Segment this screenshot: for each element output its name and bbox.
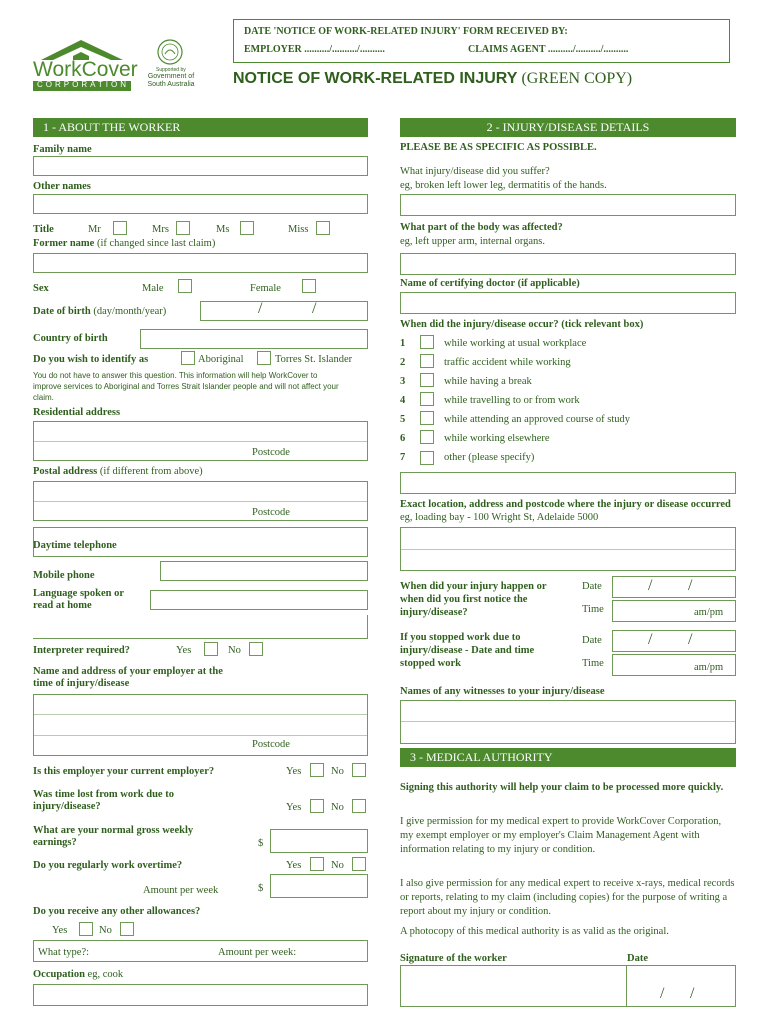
- interpreter-no-label: No: [228, 645, 241, 656]
- stopped-time-label: Time: [582, 658, 604, 669]
- sex-female-label: Female: [250, 283, 281, 294]
- happen-date-input[interactable]: [612, 576, 736, 598]
- section1-header: [33, 118, 368, 137]
- dialect-input[interactable]: [33, 615, 368, 639]
- mobile-label: Mobile phone: [33, 570, 95, 581]
- amount-week-label: Amount per week: [143, 885, 219, 896]
- option-7-checkbox[interactable]: [420, 451, 434, 465]
- overtime-no-checkbox[interactable]: [352, 857, 366, 871]
- residential-divider: [34, 441, 367, 442]
- title-mrs-label: Mrs: [152, 224, 169, 235]
- interpreter-label: Interpreter required?: [33, 645, 130, 656]
- interpreter-yes-checkbox[interactable]: [204, 642, 218, 656]
- current-employer-yes-label: Yes: [286, 766, 302, 777]
- postal-divider: [34, 501, 367, 502]
- logo-corp: CORPORATION: [37, 80, 129, 89]
- option-6-label: while working elsewhere: [444, 433, 550, 444]
- interpreter-yes-label: Yes: [176, 645, 192, 656]
- body-part-input[interactable]: [400, 253, 736, 275]
- title-mrs-checkbox[interactable]: [176, 221, 190, 235]
- government-crest: [138, 38, 204, 90]
- when-happen-label: When did your injury happen or when did you first notice the injury/disease?: [400, 581, 547, 618]
- postal-text: Postal address: [33, 466, 98, 477]
- signature-date-input[interactable]: [626, 965, 736, 1007]
- dob-note: (day/month/year): [93, 306, 167, 317]
- title-main: NOTICE OF WORK-RELATED INJURY: [233, 70, 518, 87]
- workcover-logo: [33, 38, 138, 90]
- option-2-number: 2: [400, 357, 406, 368]
- aboriginal-label: Aboriginal: [198, 354, 244, 365]
- option-5-label: while attending an approved course of study: [444, 414, 631, 425]
- title-ms-checkbox[interactable]: [240, 221, 254, 235]
- former-name-note: (if changed since last claim): [96, 238, 216, 249]
- section2-title: 2 - INJURY/DISEASE DETAILS: [486, 120, 650, 134]
- signature-date-label: Date: [627, 953, 648, 964]
- language-label: Language spoken or read at home: [33, 588, 124, 611]
- option-5-number: 5: [400, 414, 406, 425]
- what-injury-eg: eg, broken left lower leg, dermatitis of the hands.: [400, 180, 607, 191]
- dob-text: Date of birth: [33, 306, 91, 317]
- occupation-text: Occupation: [33, 969, 85, 980]
- body-part-eg: eg, left upper arm, internal organs.: [400, 236, 546, 247]
- section3-header: [400, 748, 736, 767]
- torres-label: Torres St. Islander: [275, 354, 353, 365]
- torres-checkbox[interactable]: [257, 351, 271, 365]
- employer-postcode: Postcode: [252, 739, 290, 750]
- employer-addr-label: Name and address of your employer at the time of injury/disease: [33, 666, 223, 689]
- happen-ampm: am/pm: [694, 607, 724, 618]
- allowances-no-checkbox[interactable]: [120, 922, 134, 936]
- dob-slash-2: /: [312, 300, 317, 317]
- happen-time-label: Time: [582, 604, 604, 615]
- location-divider: [401, 549, 735, 550]
- time-lost-yes-checkbox[interactable]: [310, 799, 324, 813]
- signature-date-slash-1: /: [660, 985, 665, 1002]
- other-names-input[interactable]: [33, 194, 368, 214]
- overtime-yes-label: Yes: [286, 860, 302, 871]
- gross-label: What are your normal gross weekly earnings?: [33, 825, 194, 848]
- option-7-specify-input[interactable]: [400, 472, 736, 494]
- stopped-date-input[interactable]: [612, 630, 736, 652]
- residential-postcode: Postcode: [252, 447, 290, 458]
- when-occur-label: When did the injury/disease occur? (tick relevant box): [400, 319, 644, 330]
- family-name-input[interactable]: [33, 156, 368, 176]
- amount-week-input[interactable]: [270, 874, 368, 898]
- occupation-eg: eg, cook: [87, 969, 124, 980]
- authority-para-2: I also give permission for any medical expert to receive x-rays, medical records or reports, relating to my claim (including copies) for the purpose of writing a report about my injury or condition.: [400, 878, 735, 917]
- former-name-text: Former name: [33, 238, 95, 249]
- stopped-label: If you stopped work due to injury/disease - Date and time stopped work: [400, 632, 535, 669]
- logo-name: WorkCover: [33, 58, 138, 81]
- signature-label: Signature of the worker: [400, 953, 507, 964]
- location-text: Exact location, address and postcode where the injury or disease occurred: [400, 499, 731, 510]
- identify-note: You do not have to answer this question. This information will help WorkCover to improve services to Aboriginal and Torres Strait Islander people and will not affect your claim.: [33, 371, 339, 402]
- option-3-number: 3: [400, 376, 406, 387]
- employer-addr-divider-2: [34, 735, 367, 736]
- gross-dollar: $: [258, 838, 264, 849]
- option-7-number: 7: [400, 452, 406, 463]
- option-1-label: while working at usual workplace: [444, 338, 587, 349]
- employer-received-line: EMPLOYER ........../........../..........: [244, 44, 385, 55]
- employer-addr-input[interactable]: [33, 694, 368, 756]
- section1-title: 1 - ABOUT THE WORKER: [43, 120, 181, 134]
- option-6-checkbox[interactable]: [420, 430, 434, 444]
- witnesses-label: Names of any witnesses to your injury/disease: [400, 686, 605, 697]
- doctor-label: Name of certifying doctor (if applicable): [400, 278, 580, 289]
- happen-date-slash-2: /: [688, 577, 693, 594]
- allowances-label: Do you receive any other allowances?: [33, 906, 201, 917]
- allowances-yes-label: Yes: [52, 925, 68, 936]
- authority-para-3: A photocopy of this medical authority is as valid as the original.: [400, 926, 669, 937]
- sex-female-checkbox[interactable]: [302, 279, 316, 293]
- sex-male-checkbox[interactable]: [178, 279, 192, 293]
- title-mr-checkbox[interactable]: [113, 221, 127, 235]
- option-1-checkbox[interactable]: [420, 335, 434, 349]
- what-injury-input[interactable]: [400, 194, 736, 216]
- option-5-checkbox[interactable]: [420, 411, 434, 425]
- amount-week-dollar: $: [258, 883, 264, 894]
- title-mr-label: Mr: [88, 224, 101, 235]
- gross-input[interactable]: [270, 829, 368, 853]
- overtime-no-label: No: [331, 860, 344, 871]
- interpreter-no-checkbox[interactable]: [249, 642, 263, 656]
- title-miss-label: Miss: [288, 224, 309, 235]
- signature-input[interactable]: [400, 965, 627, 1007]
- witnesses-divider: [401, 721, 735, 722]
- dob-label: [33, 306, 166, 317]
- current-employer-yes-checkbox[interactable]: [310, 763, 324, 777]
- title-ms-label: Ms: [216, 224, 230, 235]
- section3-title: 3 - MEDICAL AUTHORITY: [410, 750, 553, 764]
- title-miss-checkbox[interactable]: [316, 221, 330, 235]
- stopped-date-slash-1: /: [648, 631, 653, 648]
- residential-label: Residential address: [33, 407, 121, 418]
- time-lost-label: Was time lost from work due to injury/disease?: [33, 789, 174, 812]
- claims-agent-line: CLAIMS AGENT ........../........../..........: [468, 44, 629, 55]
- title-label: Title: [33, 224, 54, 235]
- received-line: DATE 'NOTICE OF WORK-RELATED INJURY' FORM RECEIVED BY:: [244, 26, 568, 37]
- occupation-input[interactable]: [33, 984, 368, 1006]
- time-lost-no-label: No: [331, 802, 344, 813]
- sex-label: Sex: [33, 283, 49, 294]
- aboriginal-checkbox[interactable]: [181, 351, 195, 365]
- location-label: [400, 498, 745, 524]
- option-3-checkbox[interactable]: [420, 373, 434, 387]
- former-name-label: [33, 238, 215, 249]
- option-6-number: 6: [400, 433, 406, 444]
- form-title: [233, 70, 632, 88]
- gov-name: Government of South Australia: [147, 73, 195, 88]
- other-names-label: Other names: [33, 181, 91, 192]
- doctor-input[interactable]: [400, 292, 736, 314]
- option-2-checkbox[interactable]: [420, 354, 434, 368]
- location-eg: eg, loading bay - 100 Wright St, Adelaide 5000: [400, 512, 599, 523]
- authority-para-1: I give permission for my medical expert to provide WorkCover Corporation, my exempt employer or my employer's Claim Management Agent with information relating to my injury or condition.: [400, 816, 722, 855]
- dob-input[interactable]: [200, 301, 368, 321]
- daytime-tel-text: Daytime telephone: [33, 540, 117, 551]
- happen-date-label: Date: [582, 581, 602, 592]
- sex-male-label: Male: [142, 283, 164, 294]
- happen-date-slash-1: /: [648, 577, 653, 594]
- gov-supported: Supported by: [156, 67, 186, 73]
- allowances-no-label: No: [99, 925, 112, 936]
- current-employer-no-label: No: [331, 766, 344, 777]
- time-lost-no-checkbox[interactable]: [352, 799, 366, 813]
- family-name-label: Family name: [33, 144, 92, 155]
- postal-label: [33, 466, 203, 477]
- identify-label: Do you wish to identify as: [33, 354, 149, 365]
- witnesses-input[interactable]: [400, 700, 736, 744]
- country-input[interactable]: [140, 329, 368, 349]
- what-injury-label: What injury/disease did you suffer?: [400, 166, 550, 177]
- option-7-label: other (please specify): [444, 452, 535, 463]
- section2-header: [400, 118, 736, 137]
- signature-date-slash-2: /: [690, 985, 695, 1002]
- postal-note: (if different from above): [99, 466, 203, 477]
- option-1-number: 1: [400, 338, 406, 349]
- option-2-label: traffic accident while working: [444, 357, 571, 368]
- title-copy: (GREEN COPY): [521, 70, 633, 87]
- signing-note: Signing this authority will help your claim to be processed more quickly.: [400, 782, 724, 793]
- allowances-yes-checkbox[interactable]: [79, 922, 93, 936]
- employer-addr-divider-1: [34, 714, 367, 715]
- overtime-label: Do you regularly work overtime?: [33, 860, 183, 871]
- amount-per-week-label: Amount per week:: [218, 947, 297, 958]
- country-label: Country of birth: [33, 333, 108, 344]
- current-employer-label: Is this employer your current employer?: [33, 766, 215, 777]
- stopped-date-label: Date: [582, 635, 602, 646]
- option-4-number: 4: [400, 395, 406, 406]
- current-employer-no-checkbox[interactable]: [352, 763, 366, 777]
- stopped-ampm: am/pm: [694, 662, 724, 673]
- option-4-label: while travelling to or from work: [444, 395, 580, 406]
- former-name-input[interactable]: [33, 253, 368, 273]
- overtime-yes-checkbox[interactable]: [310, 857, 324, 871]
- language-input[interactable]: [150, 590, 368, 610]
- time-lost-yes-label: Yes: [286, 802, 302, 813]
- crest-icon: [155, 38, 185, 66]
- mobile-input[interactable]: [160, 561, 368, 581]
- occupation-label: [33, 969, 123, 980]
- what-type-label: What type?:: [38, 947, 90, 958]
- dob-slash-1: /: [258, 300, 263, 317]
- option-3-label: while having a break: [444, 376, 532, 387]
- body-part-label: What part of the body was affected?: [400, 222, 563, 233]
- specific-note: PLEASE BE AS SPECIFIC AS POSSIBLE.: [400, 142, 597, 153]
- stopped-date-slash-2: /: [688, 631, 693, 648]
- postal-postcode: Postcode: [252, 507, 290, 518]
- option-4-checkbox[interactable]: [420, 392, 434, 406]
